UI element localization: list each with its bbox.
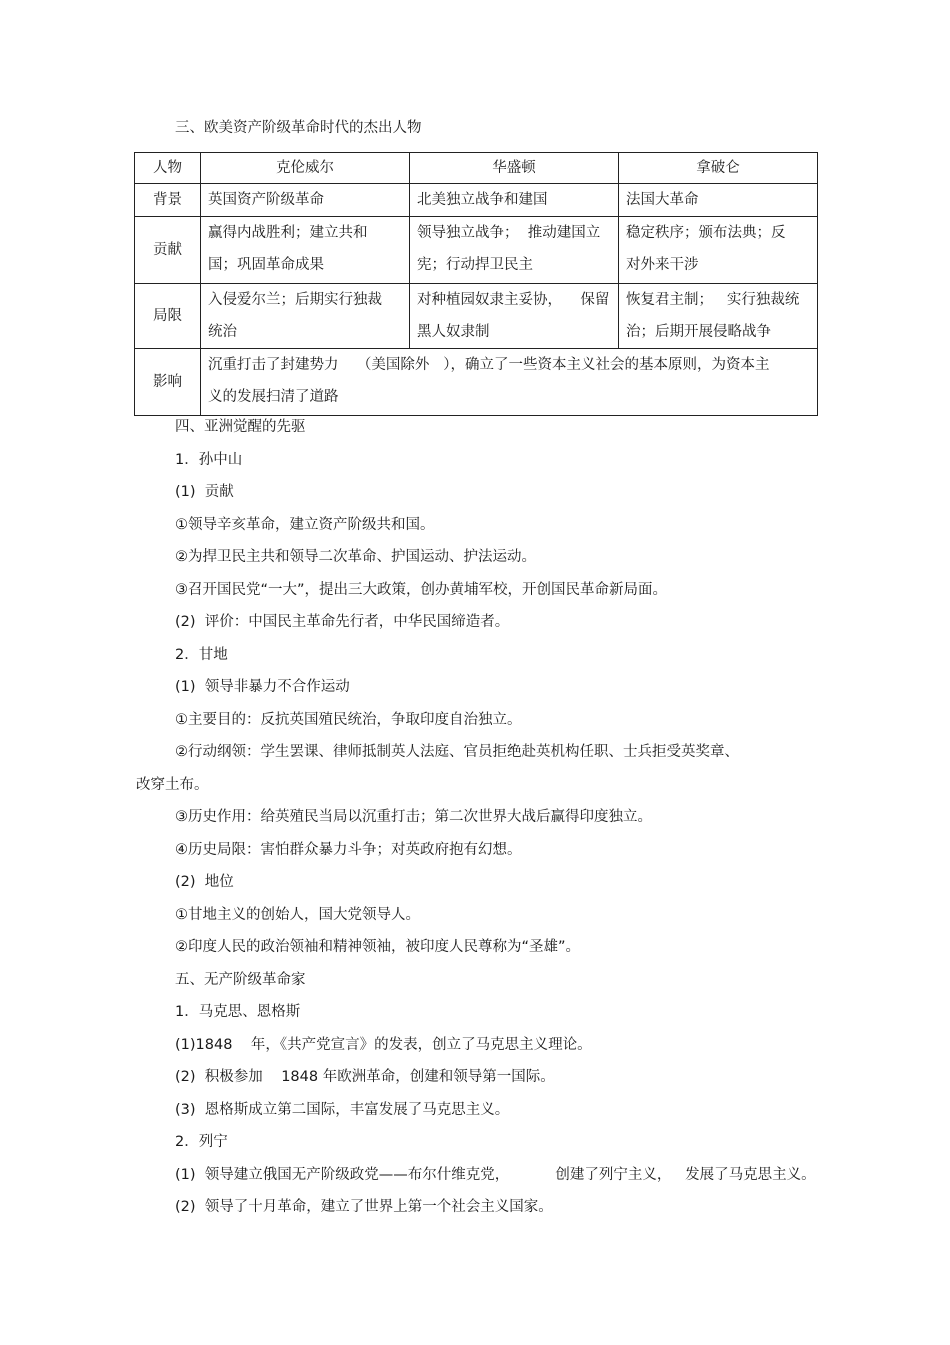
paragraph: (1) 领导建立俄国无产阶级政党——布尔什维克党， 创建了列宁主义， 发展了马克思主义。 bbox=[175, 1167, 816, 1183]
section-5-heading: 五、无产阶级革命家 bbox=[175, 972, 306, 988]
cell-line: 北美独立战争和建国 bbox=[417, 192, 548, 208]
cell-line: 统治 bbox=[208, 324, 237, 340]
cell-line: 赢得内战胜利；建立共和 bbox=[208, 225, 368, 241]
cell-line: 对种植园奴隶主妥协， 保留 bbox=[417, 292, 610, 308]
header-cell: 人物 bbox=[135, 153, 201, 184]
paragraph: ①主要目的：反抗英国殖民统治，争取印度自治独立。 bbox=[175, 712, 522, 728]
row-label: 影响 bbox=[135, 349, 201, 416]
cell-line: 黑人奴隶制 bbox=[417, 324, 490, 340]
row-label: 背景 bbox=[135, 184, 201, 217]
table-cell bbox=[201, 217, 410, 284]
cell-line: 英国资产阶级革命 bbox=[208, 192, 324, 208]
table-cell bbox=[410, 184, 619, 217]
paragraph: (2) 地位 bbox=[175, 874, 234, 890]
cell-line: 沉重打击了封建势力 （美国除外 ），确立了一些资本主义社会的基本原则，为资本主 bbox=[208, 357, 770, 373]
paragraph: ②印度人民的政治领袖和精神领袖，被印度人民尊称为“圣雄”。 bbox=[175, 939, 581, 955]
cell-line: 义的发展扫清了道路 bbox=[208, 389, 339, 405]
header-cell: 克伦威尔 bbox=[201, 153, 410, 184]
paragraph: (1) 领导非暴力不合作运动 bbox=[175, 679, 350, 695]
row-label: 贡献 bbox=[135, 217, 201, 284]
paragraph: (3) 恩格斯成立第二国际，丰富发展了马克思主义。 bbox=[175, 1102, 510, 1118]
table-header-row bbox=[135, 153, 818, 184]
paragraph: ④历史局限：害怕群众暴力斗争；对英政府抱有幻想。 bbox=[175, 842, 522, 858]
table-cell bbox=[619, 217, 818, 284]
row-label: 局限 bbox=[135, 284, 201, 349]
cell-line: 宪；行动捍卫民主 bbox=[417, 257, 533, 273]
cell-line: 稳定秩序；颁布法典；反 bbox=[626, 225, 786, 241]
table-row bbox=[135, 349, 818, 416]
paragraph: (1) 贡献 bbox=[175, 484, 234, 500]
paragraph: (1)1848 年，《共产党宣言》的发表，创立了马克思主义理论。 bbox=[175, 1037, 592, 1053]
paragraph: (2) 评价：中国民主革命先行者，中华民国缔造者。 bbox=[175, 614, 510, 630]
table-cell bbox=[410, 284, 619, 349]
table-row bbox=[135, 217, 818, 284]
table-row bbox=[135, 184, 818, 217]
table-cell bbox=[201, 184, 410, 217]
cell-line: 法国大革命 bbox=[626, 192, 699, 208]
table-cell bbox=[410, 217, 619, 284]
paragraph: ②为捍卫民主共和领导二次革命、护国运动、护法运动。 bbox=[175, 549, 536, 565]
subheading: 2．列宁 bbox=[175, 1134, 228, 1150]
paragraph: 改穿土布。 bbox=[136, 777, 209, 793]
paragraph: (2) 积极参加 1848 年欧洲革命，创建和领导第一国际。 bbox=[175, 1069, 555, 1085]
subheading: 2．甘地 bbox=[175, 647, 228, 663]
cell-line: 领导独立战争； 推动建国立 bbox=[417, 225, 601, 241]
cell-line: 国；巩固革命成果 bbox=[208, 257, 324, 273]
subheading: 1．马克思、恩格斯 bbox=[175, 1004, 301, 1020]
revolutionary-figures-table bbox=[134, 152, 818, 416]
paragraph: ②行动纲领：学生罢课、律师抵制英人法庭、官员拒绝赴英机构任职、士兵拒受英奖章、 bbox=[175, 744, 739, 760]
header-cell: 华盛顿 bbox=[410, 153, 619, 184]
paragraph: (2) 领导了十月革命，建立了世界上第一个社会主义国家。 bbox=[175, 1199, 553, 1215]
table-cell bbox=[201, 284, 410, 349]
cell-line: 对外来干涉 bbox=[626, 257, 699, 273]
paragraph: ①甘地主义的创始人，国大党领导人。 bbox=[175, 907, 420, 923]
table-cell-merged bbox=[201, 349, 818, 416]
cell-line: 治；后期开展侵略战争 bbox=[626, 324, 771, 340]
subheading: 1．孙中山 bbox=[175, 452, 243, 468]
paragraph: ③历史作用：给英殖民当局以沉重打击；第二次世界大战后赢得印度独立。 bbox=[175, 809, 652, 825]
header-cell: 拿破仑 bbox=[619, 153, 818, 184]
paragraph: ①领导辛亥革命，建立资产阶级共和国。 bbox=[175, 517, 435, 533]
cell-line: 入侵爱尔兰；后期实行独裁 bbox=[208, 292, 382, 308]
table-row bbox=[135, 284, 818, 349]
table-cell bbox=[619, 284, 818, 349]
section-3-heading: 三、欧美资产阶级革命时代的杰出人物 bbox=[175, 120, 422, 136]
table-cell bbox=[619, 184, 818, 217]
section-4-heading: 四、亚洲觉醒的先驱 bbox=[175, 419, 306, 435]
cell-line: 恢复君主制； 实行独裁统 bbox=[626, 292, 800, 308]
paragraph: ③召开国民党“一大”，提出三大政策，创办黄埔军校，开创国民革命新局面。 bbox=[175, 582, 668, 598]
